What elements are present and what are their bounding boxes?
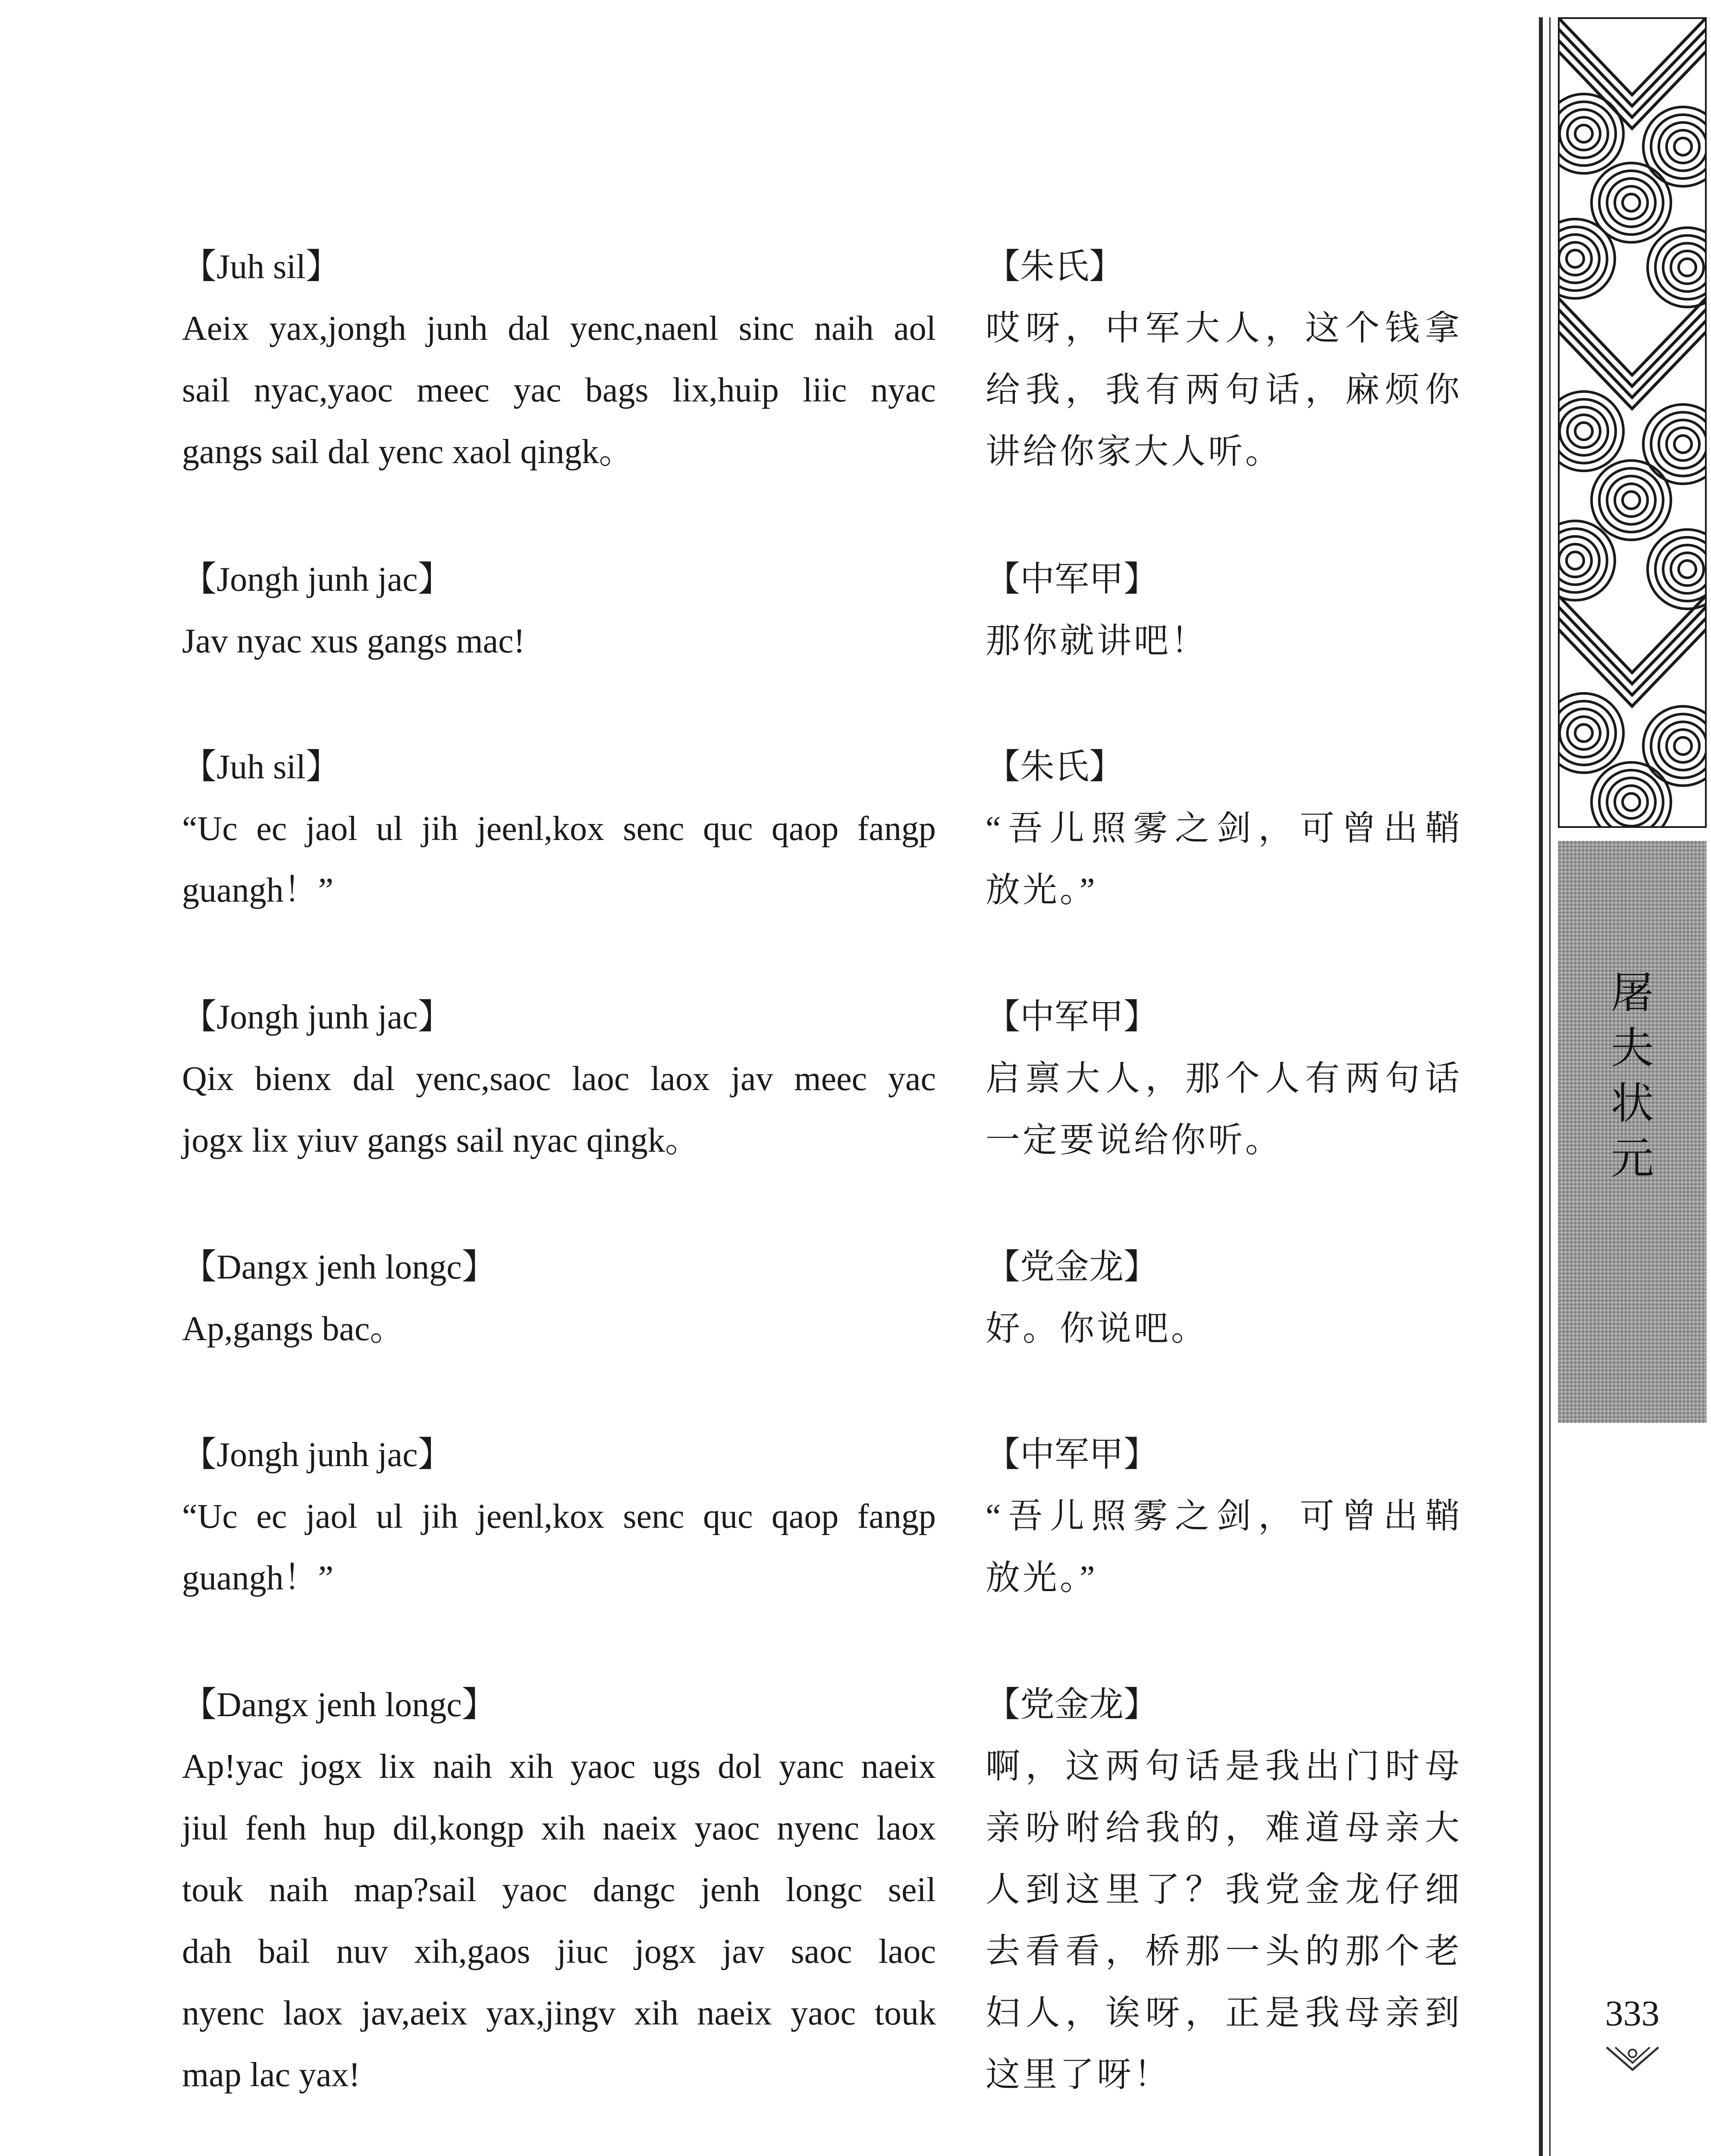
text-line: 放光。” xyxy=(986,871,1098,909)
text-line: guangh！” xyxy=(182,1559,334,1597)
dialogue-block xyxy=(182,736,936,921)
speaker-label: 【Dangx jenh longc】 xyxy=(182,1686,496,1724)
margin-rule xyxy=(1539,17,1543,2156)
speaker-label: 【Jongh junh jac】 xyxy=(182,1436,452,1474)
text-line: 给 我 ， 我 有 两 句 话 ， 麻 烦 你 xyxy=(986,371,1462,409)
text-line: 启 禀 大 人 ， 那 个 人 有 两 句 话 xyxy=(986,1060,1462,1098)
text-line: 这里了呀！ xyxy=(986,2056,1171,2094)
text-line: touk naih map?sail yaoc dangc jenh longc seil xyxy=(182,1871,936,1909)
dialogue-block xyxy=(182,1674,936,2106)
text-line: “Uc ec jaol ul jih jeenl,kox senc quc qaop fangp xyxy=(182,1498,936,1536)
speaker-label: 【中军甲】 xyxy=(986,561,1158,599)
margin-rule-thin xyxy=(1549,17,1551,2156)
speaker-label: 【Juh sil】 xyxy=(182,248,340,286)
dialogue-block xyxy=(182,236,936,483)
text-line: 一定要说给你听。 xyxy=(986,1122,1282,1159)
text-line: 那你就讲吧！ xyxy=(986,622,1208,660)
page-number: 333 xyxy=(1605,1993,1660,2034)
dialogue-block xyxy=(986,987,1462,1172)
text-line: 讲给你家大人听。 xyxy=(986,433,1282,471)
dialogue-block xyxy=(986,1237,1462,1360)
speaker-label: 【中军甲】 xyxy=(986,1436,1158,1474)
book-title-char: 夫 xyxy=(1611,1025,1654,1072)
speaker-label: 【中军甲】 xyxy=(986,998,1158,1036)
text-line: “Uc ec jaol ul jih jeenl,kox senc quc qaop fangp xyxy=(182,810,936,848)
text-line: sail nyac,yaoc meec yac bags lix,huip liic nyac xyxy=(182,371,936,409)
speaker-label: 【Jongh junh jac】 xyxy=(182,561,452,599)
speaker-label: 【朱氏】 xyxy=(986,248,1124,286)
text-line: map lac yax! xyxy=(182,2056,361,2094)
cloud-pattern-ornament xyxy=(1558,17,1707,828)
text-line: gangs sail dal yenc xaol qingk。 xyxy=(182,433,634,471)
text-line: “ 吾 儿 照 雾 之 剑 ， 可 曾 出 鞘 xyxy=(986,1498,1462,1536)
text-line: 放光。” xyxy=(986,1559,1098,1597)
speaker-label: 【党金龙】 xyxy=(986,1686,1158,1724)
text-line: Ap!yac jogx lix naih xih yaoc ugs dol yanc naeix xyxy=(182,1748,936,1786)
text-line: 啊 ， 这 两 句 话 是 我 出 门 时 母 xyxy=(986,1748,1462,1786)
text-line: Aeix yax,jongh junh dal yenc,naenl sinc naih aol xyxy=(182,310,936,348)
text-line: jogx lix yiuv gangs sail nyac qingk。 xyxy=(182,1122,700,1159)
text-line: guangh！” xyxy=(182,871,334,909)
dialogue-block xyxy=(986,236,1462,483)
speaker-label: 【Jongh junh jac】 xyxy=(182,998,452,1036)
speaker-label: 【朱氏】 xyxy=(986,748,1124,786)
dialogue-block xyxy=(182,1237,936,1360)
speaker-label: 【Dangx jenh longc】 xyxy=(182,1248,496,1286)
text-line: 人 到 这 里 了 ？ 我 党 金 龙 仔 细 xyxy=(986,1871,1462,1909)
text-line: 哎 呀 ， 中 军 大 人 ， 这 个 钱 拿 xyxy=(986,310,1462,348)
dialogue-block xyxy=(986,1424,1462,1609)
book-title-char: 屠 xyxy=(1611,969,1654,1017)
dialogue-block xyxy=(986,549,1462,672)
speaker-label: 【Juh sil】 xyxy=(182,748,340,786)
text-line: 去 看 看 ， 桥 那 一 头 的 那 个 老 xyxy=(986,1933,1462,1971)
text-line: dah bail nuv xih,gaos jiuc jogx jav saoc laoc xyxy=(182,1933,936,1971)
dialogue-block xyxy=(986,1674,1462,2106)
text-line: 妇 人 ， 诶 呀 ， 正 是 我 母 亲 到 xyxy=(986,1994,1462,2032)
folio-ornament xyxy=(1604,2043,1661,2073)
text-line: Ap,gangs bac。 xyxy=(182,1310,405,1348)
text-line: nyenc laox jav,aeix yax,jingv xih naeix yaoc touk xyxy=(182,1994,936,2032)
dialogue-block xyxy=(182,1424,936,1609)
text-line: jiul fenh hup dil,kongp xih naeix yaoc nyenc laox xyxy=(182,1809,936,1847)
speaker-label: 【党金龙】 xyxy=(986,1248,1158,1286)
text-line: “ 吾 儿 照 雾 之 剑 ， 可 曾 出 鞘 xyxy=(986,810,1462,848)
book-title-char: 元 xyxy=(1611,1135,1654,1183)
text-line: 亲 吩 咐 给 我 的 ， 难 道 母 亲 大 xyxy=(986,1809,1462,1847)
book-title xyxy=(1558,966,1707,1187)
text-line: Qix bienx dal yenc,saoc laoc laox jav meec yac xyxy=(182,1060,936,1098)
dialogue-block xyxy=(182,549,936,672)
text-line: 好。你说吧。 xyxy=(986,1310,1208,1348)
text-line: Jav nyac xus gangs mac! xyxy=(182,622,525,660)
book-title-char: 状 xyxy=(1611,1080,1654,1128)
dialogue-block xyxy=(182,987,936,1172)
dialogue-block xyxy=(986,736,1462,921)
